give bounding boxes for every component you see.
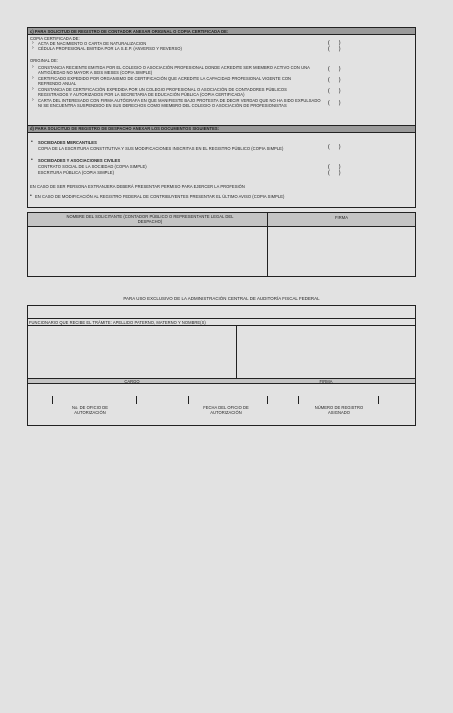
funcionario-sign-field[interactable] [237,326,415,378]
firma-label: FIRMA [335,215,348,220]
section-c-title: c) PARA SOLICITUD DE REGISTRO DE CONTADOR ANEXAR ORIGINAL O COPIA CERTIFICADA DE: [30,28,229,34]
checkbox[interactable]: ( ) [327,164,342,171]
checkbox[interactable]: ( ) [327,46,342,53]
checkbox[interactable]: ( ) [327,170,342,177]
field-bracket [378,396,379,404]
requirement-item: CONSTANCIA RECIENTE EMITIDA POR EL COLEGIO O ASOCIACIÓN PROFESIONAL DONDE ACREDITE SER MIEMBRO ACTIVO CON UNA ANTIGÜEDAD NO MAYOR A SEIS MESES (COPIA SIMPLE) [38,65,310,75]
nombre-field[interactable] [28,228,266,276]
civiles-item: ESCRITURA PÚBLICA (COPIA SIMPLE) [38,170,114,175]
requirement-item: CERTIFICADO EXPEDIDO POR ORGANISMO DE CERTIFICACIÓN QUE ACREDITE LA CAPACIDAD PROFESIONAL VIGENTE CON REFRENDO ANUAL [38,76,292,86]
mercantiles-title: SOCIEDADES MERCANTILES [38,140,97,145]
checkbox[interactable]: ( ) [327,88,342,95]
note-modificacion: EN CASO DE MODIFICACIÓN AL REGISTRO FEDERAL DE CONTRIBUYENTES PRESENTAR EL ÚLTIMO AVISO (COPIA SIMPLE) [35,194,285,199]
bullet-icon: • [31,139,33,145]
funcionario-name-field[interactable] [28,326,235,378]
arrow-icon: › [32,40,34,46]
checkbox[interactable]: ( ) [327,144,342,151]
section-d-title: d) PARA SOLICITUD DE REGISTRO DE DESPACHO ANEXAR LOS DOCUMENTOS SIGUIENTES: [30,126,220,131]
funcionario-label: FUNCIONARIO QUE RECIBE EL TRÁMITE: APELLIDO PATERNO, MATERNO Y NOMBRE(S) [29,320,206,325]
field-bracket [136,396,137,404]
firma-label-admin: FIRMA [319,378,333,384]
note-extranjero: EN CASO DE SER PERSONA EXTRANJERA DEBERÁ PRESENTAR PERMISO PARA EJERCER LA PROFESIÓN [30,184,245,189]
no-oficio-field[interactable] [53,396,135,404]
civiles-title: SOCIEDADES Y ASOCIACIONES CIVILES [38,158,121,163]
requirement-item: ACTA DE NACIMIENTO O CARTA DE NATURALIZACION [38,41,147,46]
numero-registro-field[interactable] [299,396,377,404]
copia-certificada-label: COPIA CERTIFICADA DE: [30,36,80,41]
arrow-icon: › [32,86,34,92]
checkbox[interactable]: ( ) [327,77,342,84]
arrow-icon: › [32,45,34,51]
checkbox[interactable]: ( ) [327,40,342,47]
arrow-icon: › [32,64,34,70]
civiles-item: CONTRATO SOCIAL DE LA SOCIEDAD (COPIA SIMPLE) [38,164,147,169]
bullet-icon: • [30,193,32,199]
fecha-oficio-field[interactable] [189,396,266,404]
requirement-item: CÉDULA PROFESIONAL EMITIDA POR LA S.E.P. (ANVERSO Y REVERSO) [38,46,182,51]
checkbox[interactable]: ( ) [327,100,342,107]
requirements-box [27,27,416,208]
mercantiles-text: COPIA DE LA ESCRITURA CONSTITUTIVA Y SUS MODIFICACIONES INSCRITAS EN EL REGISTRO PÚBLICO (COPIA SIMPLE) [38,146,284,151]
requirement-item: CONSTANCIA DE CERTIFICACIÓN EXPEDIDA POR UN COLEGIO PROFESIONAL O ASOCIACIÓN DE CONTADORES PÚBLICOS REGISTRADOS Y AUTORIZADOS POR LA SECRETARIA DE EDUCACIÓN PÚBLICA (COPIA CERTIFICADA) [38,87,287,97]
requirement-item: CARTA DEL INTERESADO CON FIRMA AUTÓGRAFA EN QUE MANIFIESTE BAJO PROTESTA DE DECIR VERDAD QUE NO HA SIDO EXPULSADO NI SE ENCUENTRA SUSPENDIDO EN SUS DERECHOS COMO MIEMBRO DEL COLEGIO O ASOCIACIÓN DE PROFESIONISTAS [38,98,321,108]
field-bracket [267,396,268,404]
checkbox[interactable]: ( ) [327,66,342,73]
firma-field[interactable] [268,228,415,276]
fecha-oficio-label: FECHA DEL OFICIO DE AUTORIZACIÓN [203,405,249,415]
numero-registro-label: NÚMERO DE REGISTRO ASIGNADO [314,405,364,415]
arrow-icon: › [32,75,34,81]
arrow-icon: › [32,97,34,103]
admin-title: PARA USO EXCLUSIVO DE LA ADMINISTRACIÓN CENTRAL DE AUDITORÍA FISCAL FEDERAL [123,296,320,301]
original-label: ORIGINAL DE: [30,58,58,63]
bullet-icon: • [31,157,33,163]
nombre-solicitante-label: NOMBRE DEL SOLICITANTE (CONTADOR PÚBLICO O REPRESENTANTE LEGAL DEL DESPACHO) [66,214,234,224]
no-oficio-label: No. DE OFICIO DE AUTORIZACIÓN [71,405,109,415]
divider [28,318,415,319]
cargo-label: CARGO [124,378,140,384]
